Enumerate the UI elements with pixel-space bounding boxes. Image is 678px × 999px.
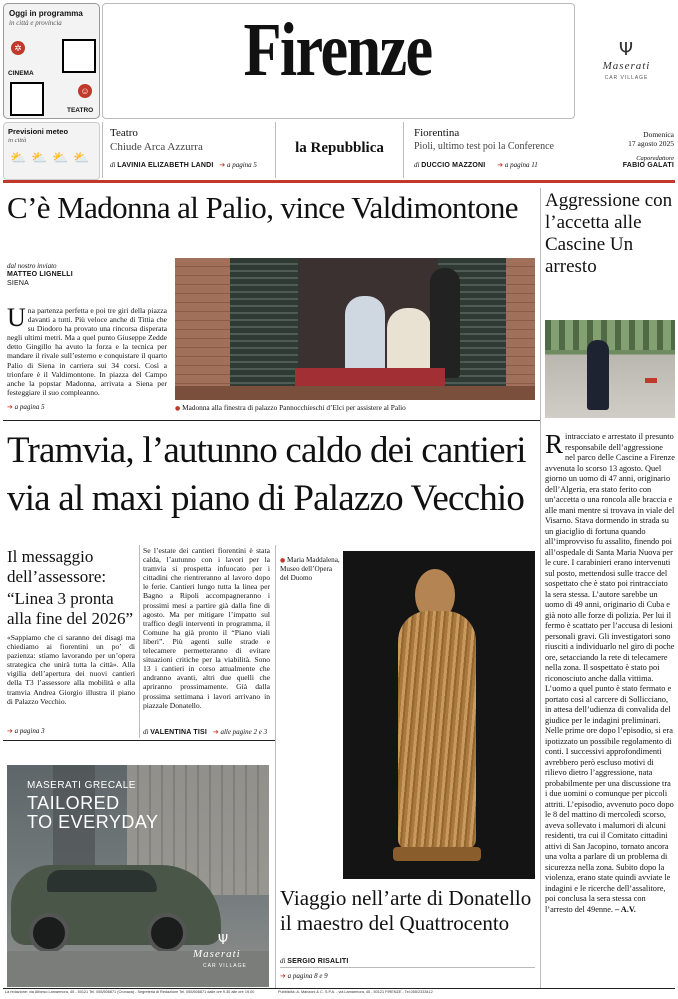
- arrow-icon: ➔: [219, 161, 226, 169]
- byline-prefix: di: [280, 957, 286, 965]
- ad-car-window: [47, 870, 157, 892]
- fiorentina-teaser[interactable]: [410, 125, 580, 177]
- tramvia-headline-2[interactable]: via al maxi piano di Palazzo Vecchio: [7, 478, 525, 519]
- sun-cloud-icon: ⛅: [10, 150, 27, 165]
- palio-headline[interactable]: C’è Madonna al Palio, vince Valdimontone: [7, 190, 518, 225]
- assessore-body: «Sappiamo che ci saranno dei disagi ma chiediamo ai fiorentini un po’ di pazienza: stiamo lavorando per un’opera strategica che unirà tutta la città». Alla vigilia dell’apertura dei nuovi cantieri della T3 l’assessore alla mobilità e alla tramvia Andrea Giorgio illustra il piano di Palazzo Vecchio.: [7, 633, 135, 706]
- maddalena-photo[interactable]: [343, 551, 535, 879]
- maserati-ad[interactable]: [7, 765, 269, 987]
- sun-cloud-icon: ⛅: [73, 150, 90, 165]
- caption-marker-icon: ●: [175, 405, 181, 412]
- sponsor-box: [578, 3, 675, 117]
- assessore-headline-1[interactable]: Il messaggio dell’assessore:: [7, 547, 107, 586]
- date-box: [578, 125, 674, 177]
- palio-dateline: dal nostro inviato: [7, 262, 57, 270]
- trident-icon: Ψ: [618, 39, 634, 60]
- sponsor-sub: CAR VILLAGE: [604, 75, 649, 81]
- teatro-author: LAVINIA ELIZABETH LANDI: [117, 162, 214, 169]
- sponsor-brand: Maserati: [602, 60, 651, 72]
- aggressione-headline[interactable]: Aggressione con l’accetta alle Cascine Un arresto: [545, 190, 673, 277]
- fiorentina-author: DUCCIO MAZZONI: [421, 162, 486, 169]
- tramvia-author: VALENTINA TISI: [150, 729, 208, 736]
- arrow-icon: ➔: [212, 728, 219, 736]
- day: Domenica: [643, 130, 674, 139]
- meteo-subtitle: in città: [8, 137, 27, 144]
- byline-prefix: di: [143, 728, 149, 736]
- statue-body: [398, 611, 476, 851]
- ad-tagline-2: TO EVERYDAY: [27, 812, 159, 832]
- programma-box: [3, 3, 100, 119]
- ad-brand: Maserati: [193, 948, 241, 960]
- teatro-headline: Chiude Arca Azzurra: [110, 141, 203, 153]
- donatello-pages[interactable]: a pagina 8 e 9: [287, 972, 328, 980]
- person-right: [430, 268, 460, 378]
- tramvia-body: Se l’estate dei cantieri fiorentini è stata calda, l’autunno con i lavori per la tramvia si prospetta infuocato per i cittadini che rientreranno al lavoro dopo le ferie. Cantieri lungo tutta la linea per Bagno a Ripoli accompagneranno i prossimi mesi a partire già dalla fine di agosto. Ma per mitigare l’impatto sul traffico degli interventi in programma, il Comune ha già pronto il “Piano viali liberi”. Più agenti sulle strade e telecamere permetteranno di evitare situazioni critiche per la viabilità. Sono 13 i cantieri in corso attualmente che andranno avanti, altri due quelli che apriranno prossimamente. Già dalla prossima settimana i lavori arrivano in piazzale Donatello.: [143, 546, 270, 710]
- byline-prefix: di: [110, 161, 116, 169]
- drop-cap: U: [7, 303, 26, 332]
- person-left: [345, 296, 385, 376]
- red-object: [645, 378, 657, 383]
- donatello-headline-2[interactable]: il maestro del Quattrocento: [280, 911, 510, 935]
- assessore-page[interactable]: a pagina 3: [14, 727, 45, 735]
- aggressione-photo[interactable]: [545, 320, 675, 418]
- teatro-icon[interactable]: ☺: [78, 84, 92, 98]
- tramvia-headline-1[interactable]: Tramvia, l’autunno caldo dei cantieri: [7, 430, 526, 471]
- palio-page[interactable]: a pagina 5: [14, 403, 45, 411]
- carabiniere-figure: [587, 340, 609, 410]
- palio-author: MATTEO LIGNELLI: [7, 271, 73, 278]
- wheel-icon: [29, 913, 69, 953]
- sun-cloud-icon: ⛅: [31, 150, 48, 165]
- ad-model: MASERATI GRECALE: [27, 780, 136, 791]
- arrow-icon: ➔: [7, 727, 13, 735]
- editor-role: Caporedattore: [636, 155, 674, 162]
- footer-right: Pubblicità: A. Manzoni & C. S.P.A. - via Lamarmora, 45 - 50121 FIRENZE - Tel.055/2333412: [278, 990, 433, 994]
- caption-marker-icon: ●: [280, 557, 286, 564]
- programma-subtitle: in città e provincia: [9, 19, 62, 27]
- fiorentina-section: Fiorentina: [414, 127, 460, 139]
- fiorentina-headline: Pioli, ultimo test poi la Conference: [414, 141, 554, 152]
- byline-prefix: di: [414, 161, 420, 169]
- meteo-box: [3, 122, 100, 180]
- date: 17 agosto 2025: [628, 139, 674, 148]
- wheel-icon: [147, 913, 187, 953]
- aggressione-body: [545, 429, 675, 915]
- teatro-qr-code[interactable]: [10, 82, 44, 116]
- arrow-icon: ➔: [280, 972, 286, 980]
- teatro-label: TEATRO: [67, 107, 94, 114]
- ad-tagline-1: TAILORED: [27, 793, 120, 813]
- palio-caption: Madonna alla finestra di palazzo Pannocchieschi d’Elci per assistere al Palio: [182, 403, 406, 412]
- cinema-qr-code[interactable]: [62, 39, 96, 73]
- palio-photo[interactable]: [175, 258, 535, 400]
- ad-sub: CAR VILLAGE: [203, 963, 247, 969]
- sun-cloud-icon: ⛅: [52, 150, 69, 165]
- statue-base: [393, 847, 481, 861]
- arrow-icon: ➔: [497, 161, 504, 169]
- donatello-author: SERGIO RISALITI: [287, 958, 349, 965]
- programma-title: Oggi in programma: [9, 9, 83, 18]
- footer-left: La redazione: via Alfonso Lamarmora, 45 - 50121 Tel. 055/506871 (Cronaca) - Segreteria di Redazione Tel. 055/506871 dalle ore 9.30 alle ore 19.00: [5, 990, 255, 994]
- palio-text: na partenza perfetta e poi tre giri della piazza davanti a tutti. Più veloce anche di Tittia che su Diodoro ha provato una rincorsa disperata negli ultimi metri. Ma a quel punto Giuseppe Zedde detto Gingillo ha avuto la forza e la tecnica per mandare il rivale sull’esterno e conquistare il quarto Palio di Siena in carriera sui 34 corsi. Così a trionfare è il Valdimontone. In piazza del Campo anche la popstar Madonna, arrivata a Siena per festeggiare il suo compleanno.: [7, 306, 167, 397]
- fiorentina-page: a pagina 11: [504, 161, 538, 169]
- aggressione-text: intracciato e arrestato il presunto responsabile dell’aggressione nel parco delle Cascine a Firenze avvenuta lo scorso 13 agosto. Quel giorno un uomo di 47 anni, originario dell’Algeria, era stato ferito con un’accetta o una roncola alle braccia e alle mani mentre si trovava in viale del Visarno. Stava dormendo in strada su un giaciglio di fortuna quando all’improvviso fu assalito, finendo poi all’ospedale di Santa Maria Nuova per le cure. I carabinieri erano intervenuti sul posto, mettendosi sulle tracce del sospettato che è stato poi rintracciato la sera stessa. L’autore sarebbe un uomo di 49 anni, originario di Cuba e già noto alle forze di polizia. Per lui il fermo è scattato per l’accusa di lesioni personali gravi. Gli investigatori sono riusciti a individuarlo nel giro di poche ore, setacciando la rete di telecamere nella zona. Il sospettato è stato poi riconosciuto anche dalla vittima. L’uomo a quel punto è stato fermato e portato così al carcere di Sollicciano, in attesa dell’udienza di convalida del giudice per le indagini preliminari. Nelle prime ore dopo l’episodio, si era ipotizzato un possibile regolamento di conti. I successivi approfondimenti avrebbero però escluso motivi di rilievo dietro l’aggressione, nata probabilmente per una discussione tra i due uomini o comunque per piccoli attriti. L’episodio, avvenuto poco dopo le 8 del mattino di mercoledì scorso, aveva sollevato i malumori di alcuni residenti, tra cui il Comitato cittadini attivi di San Jacopino, tornato ancora una volta a parlare di un problema di sicurezza nella zona. Subito dopo la violenza, erano state quindi avviate le indagini e le ricerche dell’assalitore, poi conclusa la sera stessa con l’arresto del 49enne.: [545, 432, 675, 914]
- left-shutter: [230, 258, 298, 388]
- arrow-icon: ➔: [7, 403, 13, 411]
- cinema-icon[interactable]: ✲: [11, 41, 25, 55]
- teatro-page: a pagina 5: [226, 161, 257, 169]
- aggressione-signature: – A.V.: [615, 904, 636, 914]
- tramvia-pages[interactable]: alle pagine 2 e 3: [220, 728, 268, 736]
- teatro-teaser[interactable]: [110, 125, 272, 177]
- donatello-caption: Maria Maddalena, Museo dell’Opera del Duomo: [280, 556, 340, 582]
- palio-place: SIENA: [7, 280, 30, 287]
- assessore-headline-2[interactable]: “Linea 3 pronta alla fine del 2026”: [7, 589, 134, 628]
- meteo-title: Previsioni meteo: [8, 127, 69, 136]
- repubblica-logo: la Repubblica: [295, 140, 384, 156]
- drop-cap: R: [545, 429, 564, 459]
- cinema-label: CINEMA: [8, 70, 34, 77]
- trident-icon: Ψ: [217, 933, 229, 948]
- donatello-headline-1[interactable]: Viaggio nell’arte di Donatello: [280, 886, 532, 910]
- masthead-title: Firenze: [243, 8, 432, 92]
- teatro-section: Teatro: [110, 127, 138, 139]
- editor-name: FABIO GALATI: [622, 162, 674, 169]
- palio-body: [7, 303, 167, 397]
- top-rule: [3, 180, 675, 183]
- weather-forecast: [10, 150, 90, 166]
